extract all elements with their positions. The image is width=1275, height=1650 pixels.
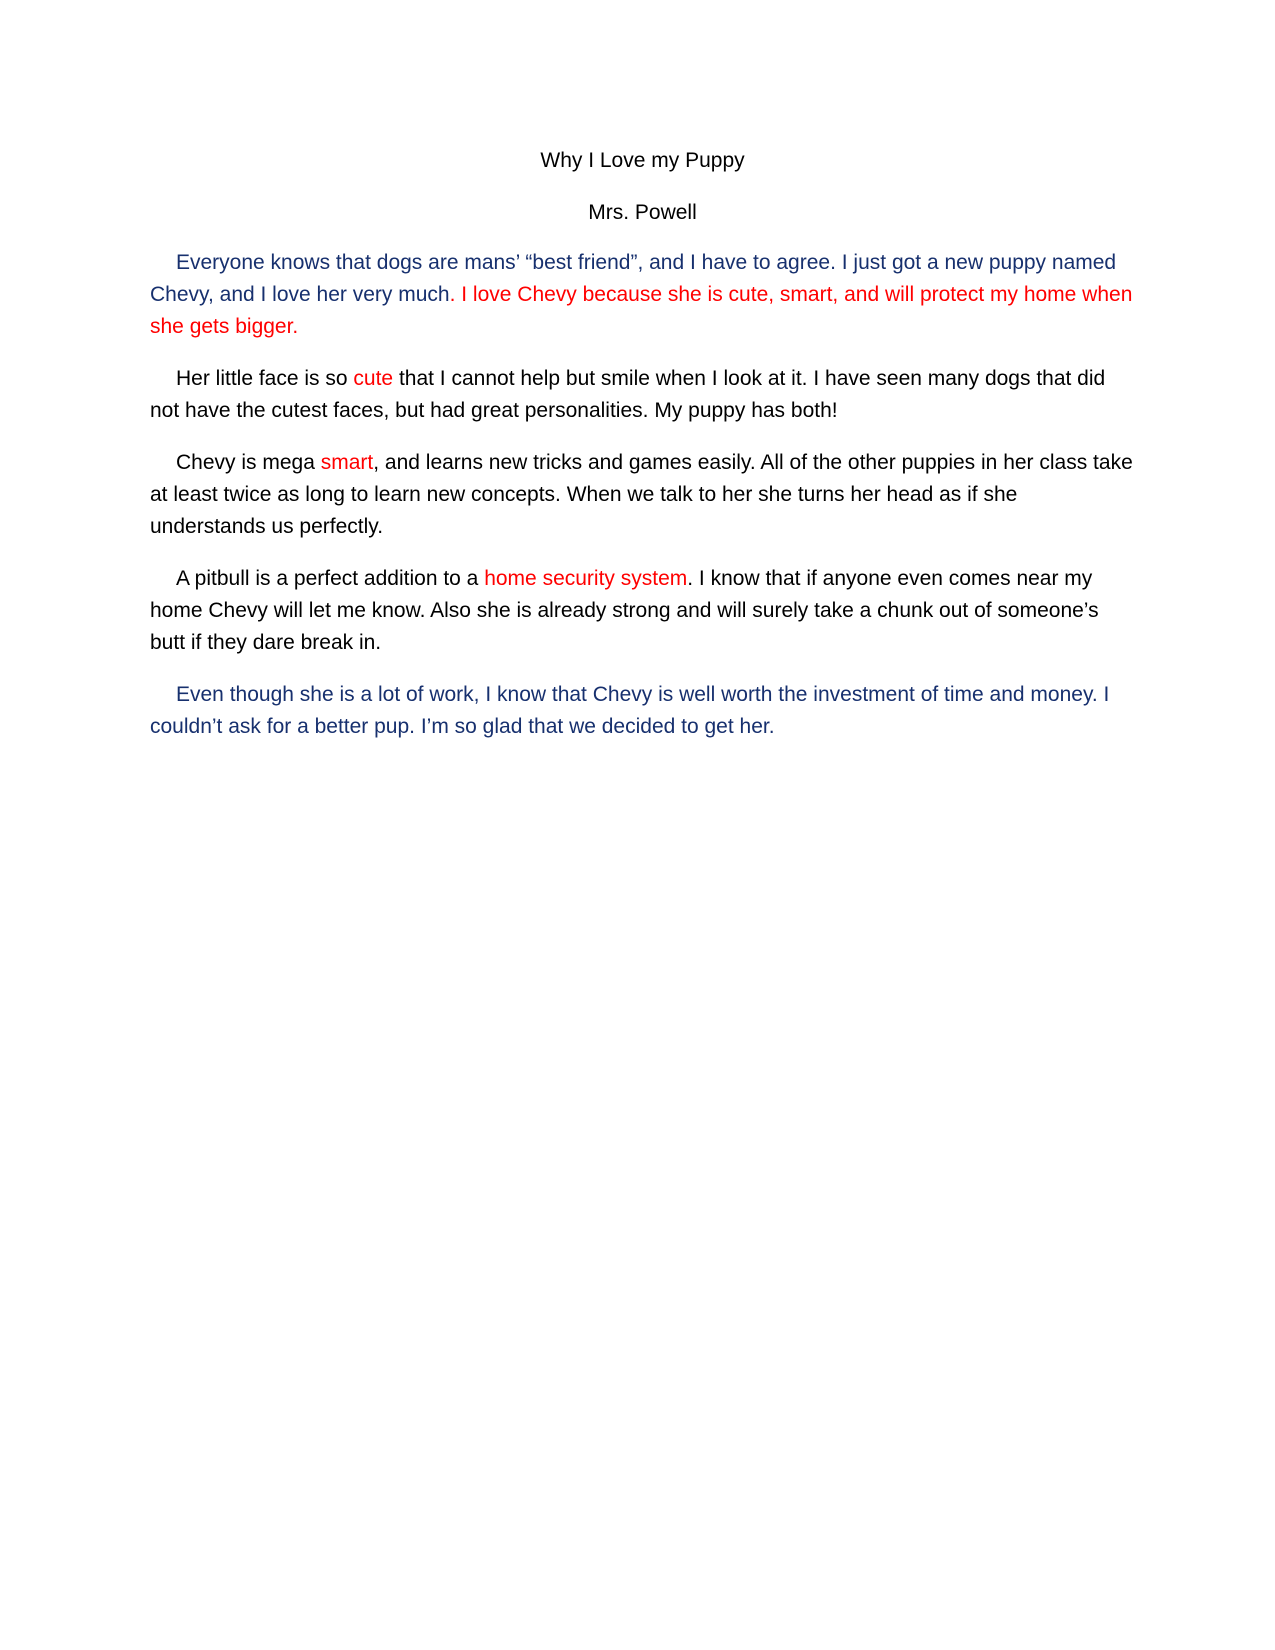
smart-text-start: Chevy is mega: [176, 451, 321, 474]
paragraph-smart: [150, 447, 1135, 543]
paragraph-conclusion: [150, 679, 1135, 743]
document-title: Why I Love my Puppy: [540, 149, 745, 172]
paragraph-security: [150, 563, 1135, 659]
paragraph-cute: [150, 363, 1135, 427]
conclusion-text: Even though she is a lot of work, I know that Chevy is well worth the investment of time and money. I couldn’t ask for a better pup. I’m so glad that we decided to get her.: [150, 683, 1110, 738]
smart-highlight: smart: [320, 451, 374, 474]
security-text-end: . I know that if anyone even comes near my home Chevy will let me know. Also she is already strong and will surely take a chunk out of someone’s butt if they dare break in.: [150, 567, 1099, 654]
document-body: [150, 145, 1135, 743]
smart-text-end: , and learns new tricks and games easily. All of the other puppies in her class take at least twice as long to learn new concepts. When we talk to her she turns her head as if she understands us perfectly.: [150, 451, 1133, 538]
cute-text-end: that I cannot help but smile when I look at it. I have seen many dogs that did not have the cutest faces, but had great personalities. My puppy has both!: [150, 367, 1106, 422]
thesis-text: . I love Chevy because she is cute, smart, and will protect my home when she gets bigger.: [150, 283, 1133, 338]
security-text-start: A pitbull is a perfect addition to a: [176, 567, 485, 590]
cute-text-start: Her little face is so: [176, 367, 354, 390]
cute-highlight: cute: [353, 367, 394, 390]
intro-text: Everyone knows that dogs are mans’ “best friend”, and I have to agree. I just got a new puppy named Chevy, and I love her very much: [150, 251, 1117, 306]
security-highlight: home security system: [484, 567, 688, 590]
document-author: Mrs. Powell: [588, 201, 697, 224]
paragraph-intro: [150, 247, 1135, 343]
